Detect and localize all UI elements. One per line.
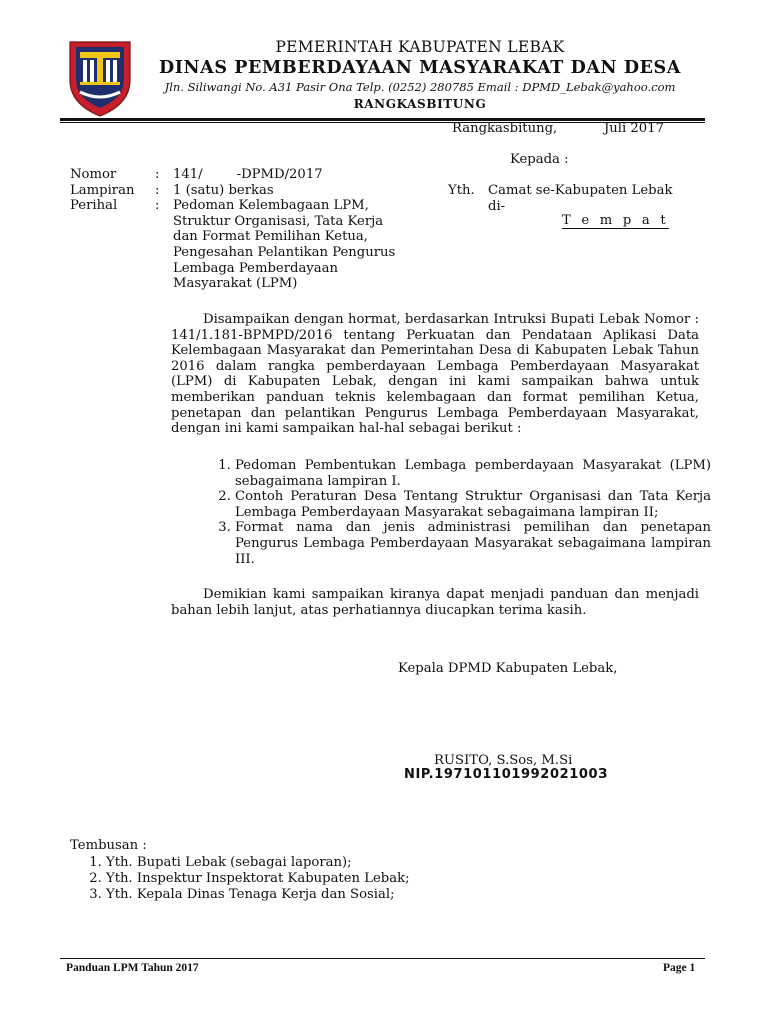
list-item: 3. Yth. Kepala Dinas Tenaga Kerja dan Sosial; (106, 887, 410, 903)
meta-colon: : (155, 167, 160, 182)
meta-colon: : (155, 198, 160, 214)
perihal-line: Pedoman Kelembagaan LPM, (173, 198, 369, 214)
tembusan-list (76, 855, 410, 903)
recipient-di: di- (488, 198, 506, 214)
date-place: Rangkasbitung, (452, 121, 558, 136)
list-item: 2. Yth. Inspektur Inspektorat Kabupaten Lebak; (106, 871, 410, 887)
recipient-name: Camat se-Kabupaten Lebak (488, 183, 673, 198)
nomor-suffix: -DPMD/2017 (236, 167, 323, 182)
meta-colon: : (155, 182, 160, 198)
meta-label: Perihal (70, 198, 118, 214)
letterhead-address: Jln. Siliwangi No. A31 Pasir Ona Telp. (0252) 280785 Email : DPMD_Lebak@yahoo.com (164, 80, 676, 94)
lebak-regency-emblem (66, 36, 134, 118)
signature-nip: NIP.19710110199202100З (404, 767, 609, 782)
footer-rule (60, 958, 705, 959)
perihal-line: dan Format Pemilihan Ketua, (173, 229, 368, 245)
letterhead-city: RANGKASBITUNG (353, 97, 487, 111)
recipient-yth: Yth. (448, 183, 475, 198)
footer-title: Panduan LPM Tahun 2017 (66, 962, 199, 974)
list-item: 3. Format nama dan jenis administrasi pemilihan dan penetapan Pengurus Lembaga Pemberdayaan Masyarakat sebagaimana lampiran III. (235, 520, 711, 567)
letter-date (452, 121, 664, 137)
letterhead-agency: DINAS PEMBERDAYAAN MASYARAKAT DAN DESA (159, 58, 681, 78)
perihal-line: Masyarakat (LPM) (173, 276, 298, 292)
perihal-line: Lembaga Pemberdayaan (173, 260, 338, 276)
perihal-line: Struktur Organisasi, Tata Kerja (173, 213, 384, 229)
signature-position: Kepala DPMD Kabupaten Lebak, (398, 661, 618, 676)
body-item-list (205, 458, 711, 567)
list-item: 1. Pedoman Pembentukan Lembaga pemberdayaan Masyarakat (LPM) sebagaimana lampiran I. (235, 458, 711, 489)
body-paragraph-opening: Disampaikan dengan hormat, berdasarkan Intruksi Bupati Lebak Nomor : 141/1.181-BPMPD/2016 tentang Perkuatan dan Pendataan Aplikasi Data Kelembagaan Masyarakat dan Pemerintahan Desa di Kabupaten Lebak Tahun 2016 dalam rangka pemberdayaan Lembaga Pemberdayaan Masyarakat (LPM) di Kabupaten Lebak, dengan ini kami sampaikan bahwa untuk memberikan panduan teknis kelembagaan dan format pemilihan Ketua, penetapan dan pelantikan Pengurus Lembaga Pemberdayaan Masyarakat, dengan ini kami sampaikan hal-hal sebagai berikut : (171, 312, 699, 437)
meta-value (173, 198, 395, 292)
recipient-tempat: T e m p a t (562, 213, 669, 228)
meta-label: Lampiran (70, 182, 135, 198)
list-item: 1. Yth. Bupati Lebak (sebagai laporan); (106, 855, 410, 871)
recipient-heading: Kepada : (510, 152, 569, 167)
list-item: 2. Contoh Peraturan Desa Tentang Struktur Organisasi dan Tata Kerja Lembaga Pemberdayaan Masyarakat sebagaimana lampiran II; (235, 489, 711, 520)
tembusan-label: Tembusan : (70, 838, 147, 853)
nomor-prefix: 141/ (173, 167, 203, 182)
date-month-year: Juli 2017 (604, 121, 664, 136)
footer-page-number: Page 1 (663, 962, 696, 974)
meta-value: 1 (satu) berkas (173, 182, 274, 198)
body-paragraph-closing: Demikian kami sampaikan kiranya dapat menjadi panduan dan menjadi bahan lebih lanjut, atas perhatiannya diucapkan terima kasih. (171, 587, 699, 618)
signature-name: RUSITO, S.Sos, M.Si (434, 753, 573, 768)
perihal-line: Pengesahan Pelantikan Pengurus (173, 244, 396, 260)
letterhead-government: PEMERINTAH KABUPATEN LEBAK (275, 38, 565, 56)
meta-label: Nomor (70, 167, 117, 182)
meta-value (173, 167, 323, 183)
